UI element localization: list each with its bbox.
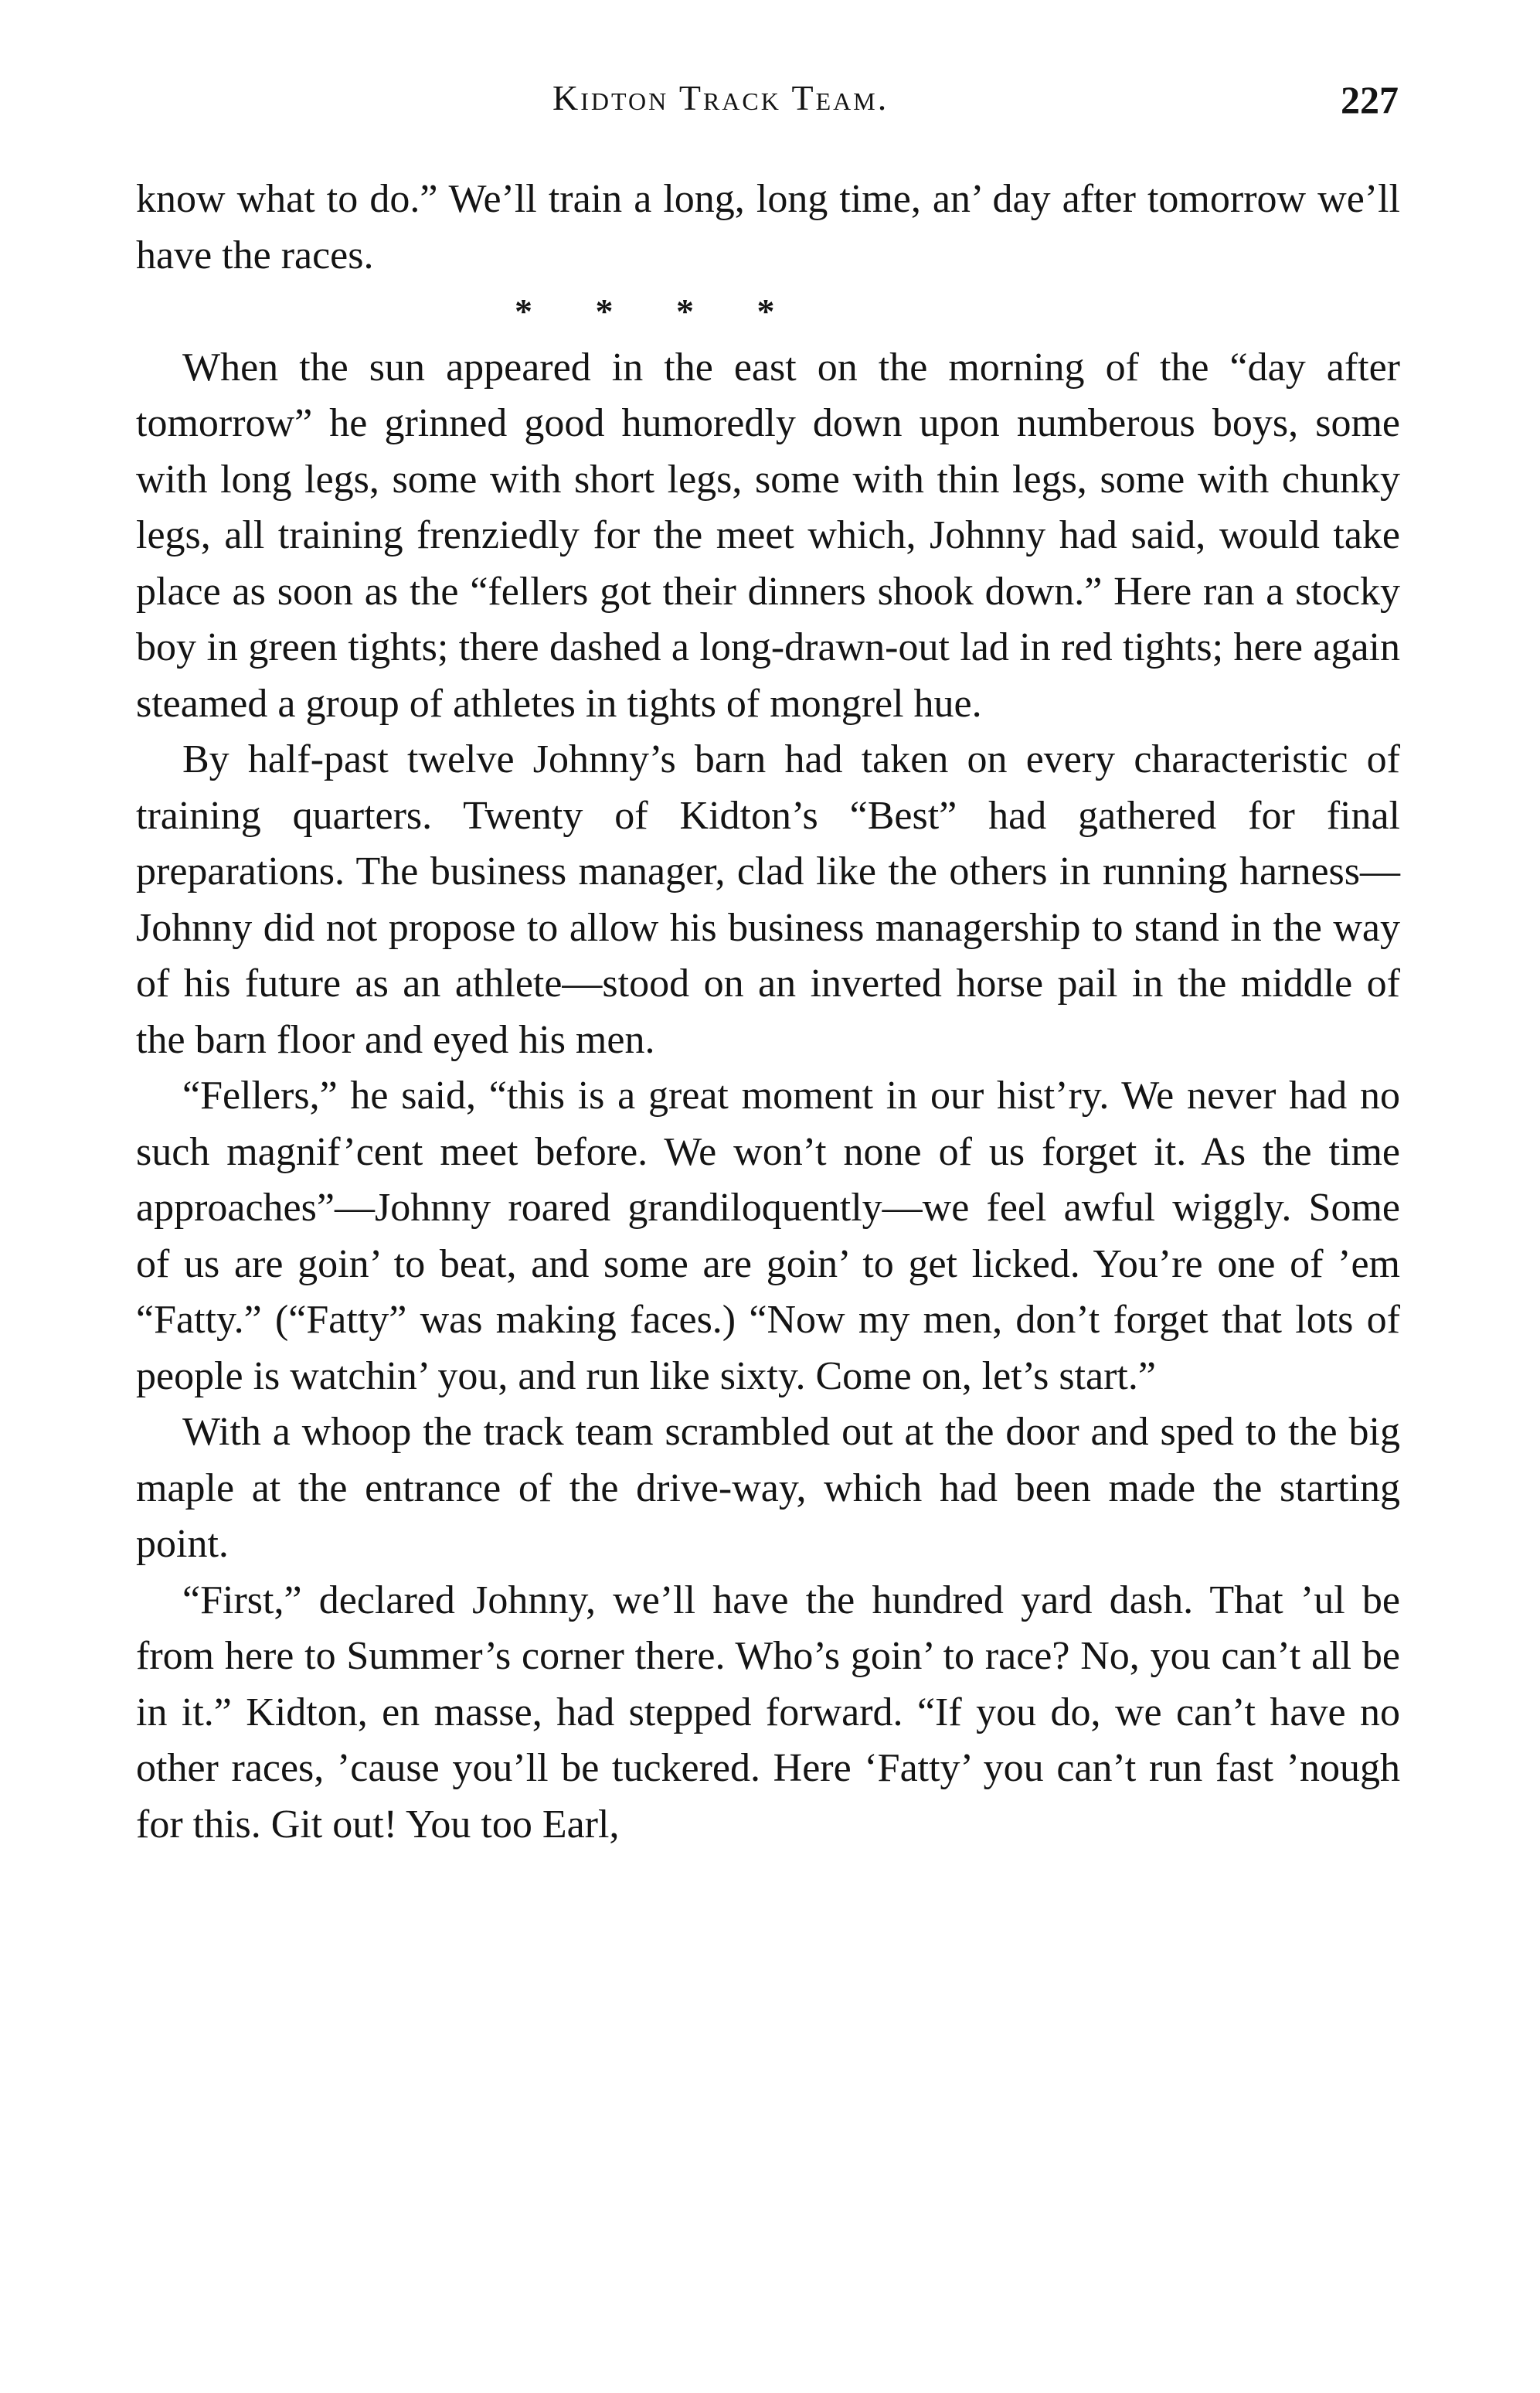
paragraph-whoop: With a whoop the track team scrambled out at the door and sped to the big maple at the entrance of the drive-way, which had been made the starting point. xyxy=(136,1410,1400,1566)
running-head xyxy=(139,77,1399,139)
running-head-title: Kidton Track Team. xyxy=(552,78,889,117)
section-break: * * * * xyxy=(515,291,775,331)
paragraph-barn: By half-past twelve Johnny’s barn had taken on every characteristic of training quarters. Twenty of Kidton’s “Best” had gathered for final preparations. The business manager, clad like the others in running harness—Johnny did not propose to allow his business managership to stand in the way of his future as an athlete—stood on an inverted horse pail in the middle of the barn floor and eyed his men. xyxy=(136,737,1400,1062)
page-number: 227 xyxy=(1341,78,1399,121)
paragraph-speech: “Fellers,” he said, “this is a great moment in our hist’ry. We never had no such magnif’cent meet before. We won’t none of us forget it. As the time approaches”—Johnny roared grandiloquently—we feel awful wiggly. Some of us are goin’ to beat, and some are goin’ to get licked. You’re one of ’em “Fatty.” (“Fatty” was making faces.) “Now my men, don’t forget that lots of people is watchin’ you, and run like sixty. Come on, let’s start.” xyxy=(136,1074,1400,1398)
paragraph-sunrise: When the sun appeared in the east on the morning of the “day after tomorrow” he grinned good humoredly down upon numberous boys, some with long legs, some with short legs, some with thin legs, some with chunky legs, all training frenziedly for the meet which, Johnny had said, would take place as soon as the “fellers got their dinners shook down.” Here ran a stocky boy in green tights; there dashed a long-drawn-out lad in red tights; here again steamed a group of athletes in tights of mongrel hue. xyxy=(136,345,1400,726)
body-text xyxy=(136,172,1400,1853)
opening-paragraph: know what to do.” We’ll train a long, long time, an’ day after tomorrow we’ll have the races. xyxy=(136,177,1400,277)
paragraph-dash: “First,” declared Johnny, we’ll have the hundred yard dash. That ’ul be from here to Summer’s corner there. Who’s goin’ to race? No, you can’t all be in it.” Kidton, en masse, had stepped forward. “If you do, we can’t have no other races, ’cause you’ll be tuckered. Here ‘Fatty’ you can’t run fast ’nough for this. Git out! You too Earl, xyxy=(136,1578,1400,1847)
